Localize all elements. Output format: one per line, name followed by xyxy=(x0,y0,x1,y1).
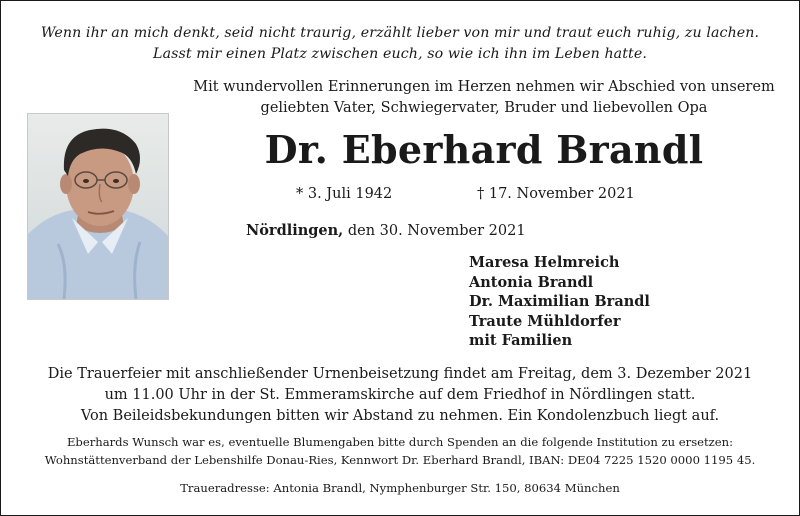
birth-date: * 3. Juli 1942 xyxy=(296,186,393,202)
place-city: Nördlingen, xyxy=(246,222,344,239)
donation-request xyxy=(1,433,799,469)
intro-line-1: Mit wundervollen Erinnerungen im Herzen nehmen wir Abschied von unserem xyxy=(193,79,775,95)
deceased-name: Dr. Eberhard Brandl xyxy=(264,127,704,172)
quote-line-2: Lasst mir einen Platz zwischen euch, so wie ich ihn im Leben hatte. xyxy=(153,46,647,62)
quote-line-1: Wenn ihr an mich denkt, seid nicht traurig, erzählt lieber von mir und traut euch ruhig, zu lachen. xyxy=(40,25,760,41)
mourner-name: Antonia Brandl xyxy=(469,273,594,291)
farewell-intro xyxy=(191,77,777,119)
mourner-name: Maresa Helmreich xyxy=(469,254,620,271)
notice-date: den 30. November 2021 xyxy=(343,223,526,239)
death-date: † 17. November 2021 xyxy=(477,186,635,202)
mourning-address: Traueradresse: Antonia Brandl, Nymphenburger Str. 150, 80634 München xyxy=(180,481,620,495)
place-and-date xyxy=(246,222,526,239)
wish-line-1: Eberhards Wunsch war es, eventuelle Blumengaben bitte durch Spenden an die folgende Institution zu ersetzen: xyxy=(66,435,734,449)
wish-line-2: Wohnstättenverband der Lebenshilfe Donau-Ries, Kennwort Dr. Eberhard Brandl, IBAN: DE04 7225 1520 0000 1195 45. xyxy=(44,453,756,467)
funeral-line-1: Die Trauerfeier mit anschließender Urnenbeisetzung findet am Freitag, dem 3. Dezember 2021 xyxy=(47,366,753,382)
intro-line-2: geliebten Vater, Schwiegervater, Bruder und liebevollen Opa xyxy=(260,100,708,116)
mourner-name: mit Familien xyxy=(469,332,573,350)
funeral-line-3: Von Beileidsbekundungen bitten wir Abstand zu nehmen. Ein Kondolenzbuch liegt auf. xyxy=(80,408,720,424)
funeral-line-2: um 11.00 Uhr in der St. Emmeramskirche auf dem Friedhof in Nördlingen statt. xyxy=(104,387,696,403)
funeral-details xyxy=(1,364,799,427)
memorial-quote xyxy=(1,23,799,65)
mourner-name: Dr. Maximilian Brandl xyxy=(469,293,650,311)
portrait-photo xyxy=(27,113,169,300)
mourner-name: Traute Mühldorfer xyxy=(469,312,621,330)
portrait-illustration xyxy=(28,114,168,299)
mourners-list xyxy=(469,253,650,351)
